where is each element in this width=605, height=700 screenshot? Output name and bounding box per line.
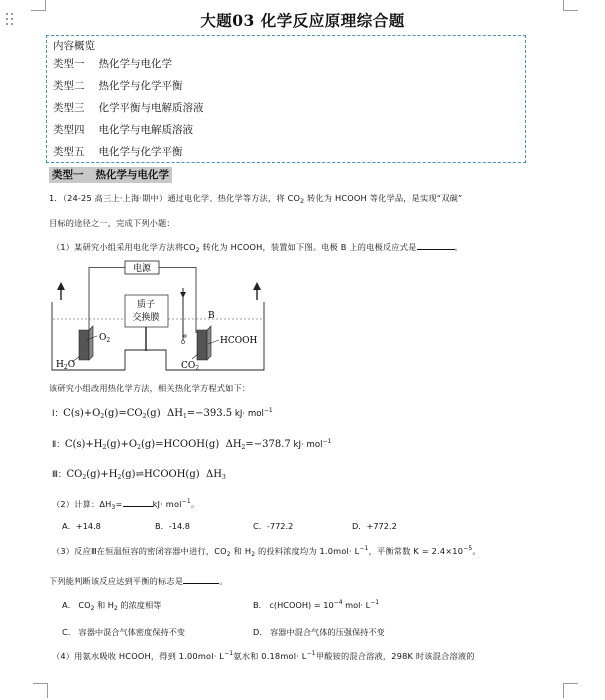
- part-4-prompt: （4）用氨水吸收 HCOOH，得到 $1.00mol\cdot L^{-1}$氨水和 $0.18mol\cdot L^{-1}$甲酸铵的混合溶液，298K 时该混合溶液的: [52, 650, 475, 661]
- part-3-prompt-line2: 下列能判断该反应达到平衡的标志是 。: [49, 576, 228, 586]
- equation-3: Ⅲ：$CO_2(g)+H_2(g)\rightleftharpoons HCOOH(g)$ $\Delta H_3$: [52, 469, 226, 481]
- thermo-intro: 该研究小组改用热化学方法，相关热化学方程式如下：: [49, 383, 251, 393]
- page-corner-mark: [563, 683, 578, 698]
- h2o-label: $H_2O$: [56, 360, 76, 371]
- part-1-prompt: （1）某研究小组采用电化学方法将$CO_2$ 转化为 HCOOH，装置如下图。电极 B 上的电极反应式是 。: [52, 242, 463, 254]
- electrode-a: [79, 330, 89, 360]
- option-a[interactable]: A．+14.8: [62, 521, 101, 531]
- overview-item-type: 类型四: [53, 124, 85, 136]
- electrode-a-side: [89, 326, 93, 360]
- overview-item-text: 化学平衡与电解质溶液: [98, 102, 204, 114]
- option-c[interactable]: C．-772.2: [253, 521, 294, 531]
- overview-item-text: 电化学与电解质溶液: [98, 124, 193, 136]
- hcooh-label: HCOOH: [220, 336, 258, 346]
- co2-inlet-arrowhead: [180, 292, 186, 298]
- section-type: 类型一: [52, 169, 84, 181]
- overview-item-text: 热化学与电化学: [98, 58, 172, 70]
- gas-bubble: [181, 340, 184, 343]
- gas-arrowhead-left: [57, 282, 65, 290]
- page-corner-mark: [33, 683, 48, 698]
- page-title: 大题03 化学反应原理综合题: [200, 11, 405, 30]
- electrode-b-label: B: [208, 311, 215, 321]
- option-b[interactable]: B．-14.8: [155, 521, 190, 531]
- part-2-prompt: （2）计算：$\Delta H_3= kJ\cdot mol^{-1}$。: [52, 498, 200, 511]
- equation-2: Ⅱ：$C(s)+H_2(g)+O_2(g)=HCOOH(g)$ $\Delta H_2=-378.7$ kJ· mol$^{-1}$: [52, 438, 332, 451]
- power-source-label: 电源: [132, 264, 152, 274]
- overview-heading: 内容概览: [53, 40, 95, 52]
- part-3-prompt: （3）反应Ⅲ在恒温恒容的密闭容器中进行，$CO_2$ 和 $H_2$ 的投料浓度均为 $1.0mol\cdot L^{-1}$，平衡常数 $K = 2.4\times 10^{-5}$。: [52, 545, 481, 558]
- co2-label: $CO_2$: [181, 361, 200, 372]
- overview-item: [53, 100, 204, 115]
- overview-item-type: 类型二: [53, 80, 85, 92]
- membrane-label-1: 质子: [136, 300, 156, 310]
- section-text: 热化学与电化学: [95, 169, 169, 181]
- overview-item-text: 热化学与化学平衡: [98, 80, 183, 92]
- option-d[interactable]: D． 容器中混合气体的压强保持不变: [253, 627, 385, 637]
- option-d[interactable]: D．+772.2: [352, 521, 397, 531]
- overview-item-type: 类型一: [53, 58, 85, 70]
- option-a[interactable]: A． $CO_2$ 和 $H_2$ 的浓度相等: [62, 600, 162, 612]
- answer-blank[interactable]: [417, 240, 455, 250]
- electrode-b: [197, 330, 207, 360]
- overview-item: [53, 56, 172, 71]
- o2-label: $O_2$: [99, 333, 111, 344]
- overview-item: [53, 144, 183, 159]
- gas-arrowhead-right: [253, 282, 261, 290]
- overview-item-type: 类型五: [53, 146, 85, 158]
- answer-blank[interactable]: [123, 497, 153, 507]
- section-heading: [49, 167, 172, 183]
- question-intro: 1．（24-25 高三上·上海·期中）通过电化学、热化学等方法，将 $CO_2$ 转化为 HCOOH 等化学品，是实现“双碳”: [49, 193, 463, 205]
- overview-item: [53, 78, 183, 93]
- overview-item: [53, 122, 193, 137]
- option-b[interactable]: B． c(HCOOH) = $10^{-4}$ $mol\cdot L^{-1}$: [253, 599, 380, 610]
- overview-item-text: 电化学与化学平衡: [98, 146, 183, 158]
- membrane-label-2: 交换膜: [132, 313, 160, 323]
- gas-bubble: [184, 335, 186, 337]
- content-overview-box: [46, 35, 526, 163]
- overview-item-type: 类型三: [53, 102, 85, 114]
- answer-blank[interactable]: [183, 574, 219, 584]
- option-c[interactable]: C． 容器中混合气体密度保持不变: [62, 627, 185, 637]
- equation-1: Ⅰ：$C(s)+O_2(g)=CO_2(g)$ $\Delta H_1=-393.5$ kJ· mol$^{-1}$: [52, 407, 273, 420]
- electrolysis-apparatus-diagram: [50, 258, 270, 373]
- question-intro-line2: 目标的途径之一，完成下列小题：: [49, 218, 175, 228]
